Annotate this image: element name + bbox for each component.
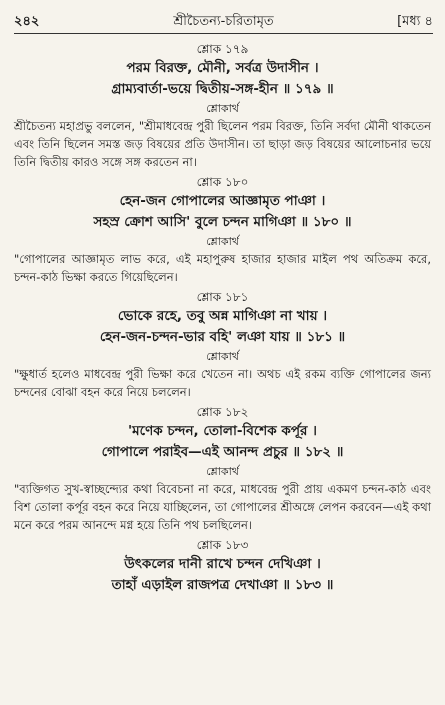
chapter-marker: [মধ্য ৪ <box>397 14 433 29</box>
verse-line: হেন-জন-চন্দন-ভার বহি' লঞা যায় ॥ ১৮১ ॥ <box>99 329 346 345</box>
translation-label: শ্লোকার্থ <box>206 235 239 248</box>
verse-line: গ্রাম্যবার্তা-ভয়ে দ্বিতীয়-সঙ্গ-হীন ॥ ১৭৯ ॥ <box>111 81 334 97</box>
verse-label-179: শ্লোক ১৭৯ <box>196 42 249 56</box>
verse-line: সহস্র ক্রোশ আসি' বুলে চন্দন মাগিঞা ॥ ১৮০ ॥ <box>93 214 352 230</box>
verse-line: পরম বিরক্ত, মৌনী, সর্বত্র উদাসীন । <box>126 60 319 76</box>
translation-label: শ্লোকার্থ <box>206 465 239 478</box>
page-header <box>14 12 433 32</box>
translation-text: "ক্ষুধার্ত হলেও মাধবেন্দ্র পুরী ভিক্ষা করে খেতেন না। অথচ এই রকম ব্যক্তি গোপালের জন্য চন্দনের বোঝা বহন করে নিয়ে চললেন। <box>14 367 431 399</box>
verse-label-183: শ্লোক ১৮৩ <box>196 538 249 552</box>
verse-line: গোপালে পরাইব—এই আনন্দ প্রচুর ॥ ১৮২ ॥ <box>101 444 344 460</box>
verse-line: 'মণেক চন্দন, তোলা-বিশেক কর্পূর । <box>128 423 317 439</box>
verse-line: ভোকে রহে, তবু অন্ন মাগিঞা না খায় । <box>117 308 328 324</box>
translation-label: শ্লোকার্থ <box>206 350 239 363</box>
translation-text: শ্রীচৈতন্য মহাপ্রভু বললেন, "শ্রীমাধবেন্দ্র পুরী ছিলেন পরম বিরক্ত, তিনি সর্বদা মৌনী থাকতেন এবং তিনি ছিলেন সমস্ত জড় বিষয়ের প্রতি উদাসীন। তা ছাড়া জড় বিষয়ের আলোচনার ভয়ে তিনি দ্বিতীয় কারও সঙ্গে সঙ্গ করতেন না। <box>14 119 431 169</box>
header-rule <box>14 33 433 34</box>
translation-label: শ্লোকার্থ <box>206 102 239 115</box>
verse-line: তাহাঁ এড়াইল রাজপত্র দেখাঞা ॥ ১৮৩ ॥ <box>111 577 334 593</box>
running-title: শ্রীচৈতন্য-চরিতামৃত <box>173 14 274 29</box>
verse-line: হেন-জন গোপালের আজ্ঞামৃত পাঞা । <box>119 193 326 209</box>
verse-line: উৎকলের দানী রাখে চন্দন দেখিঞা । <box>124 556 321 572</box>
page-number: ২৪২ <box>14 14 40 29</box>
verse-label-180: শ্লোক ১৮০ <box>196 175 249 189</box>
page-content <box>14 38 431 596</box>
translation-text: "ব্যক্তিগত সুখ-স্বাচ্ছন্দ্যের কথা বিবেচনা না করে, মাধবেন্দ্র পুরী প্রায় একমণ চন্দন-কাঠ এবং বিশ তোলা কর্পূর বহন করে নিয়ে যাচ্ছিলেন, তা গোপালের শ্রীঅঙ্গে লেপন করবেন—এই কথা মনে করে পরম আনন্দে মগ্ন হয়ে তিনি পথ চলছিলেন। <box>14 482 431 532</box>
verse-label-181: শ্লোক ১৮১ <box>196 290 249 304</box>
verse-label-182: শ্লোক ১৮২ <box>196 405 249 419</box>
translation-text: "গোপালের আজ্ঞামৃত লাভ করে, এই মহাপুরুষ হাজার হাজার মাইল পথ অতিক্রম করে, চন্দন-কাঠ ভিক্ষা করতে গিয়েছিলেন। <box>14 252 431 284</box>
